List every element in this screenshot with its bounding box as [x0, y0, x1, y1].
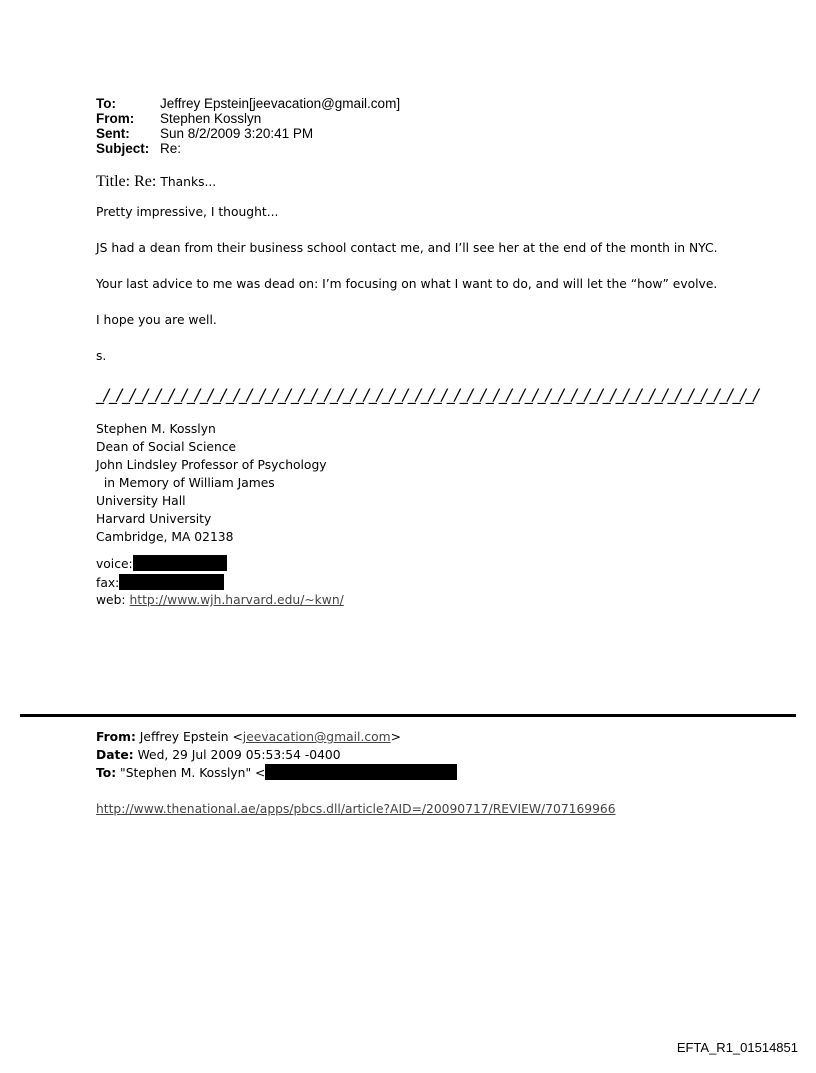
- signature-line: Dean of Social Science: [96, 440, 237, 454]
- email-body: [96, 173, 786, 610]
- from-label: From:: [96, 111, 135, 126]
- voice-row: [96, 555, 786, 574]
- signature-line: Cambridge, MA 02138: [96, 530, 234, 544]
- title-prefix: Title: Re:: [96, 173, 157, 190]
- quoted-url-row: [96, 800, 616, 818]
- signature-line: University Hall: [96, 494, 186, 508]
- email-header: [96, 96, 400, 156]
- fax-row: [96, 574, 786, 593]
- quoted-to-label: To:: [96, 766, 117, 780]
- quoted-to-row: [96, 764, 616, 782]
- quoted-from-label: From:: [96, 730, 136, 744]
- to-label: To:: [96, 96, 116, 111]
- quoted-to-value: "Stephen M. Kosslyn" <: [120, 766, 266, 780]
- redaction-box: [119, 574, 224, 590]
- quoted-from-close: >: [390, 730, 401, 744]
- header-sent-row: [96, 126, 400, 141]
- signature-line: in Memory of William James: [96, 476, 275, 490]
- quoted-from-email-link[interactable]: jeevacation@gmail.com: [242, 730, 391, 744]
- quoted-date-label: Date:: [96, 748, 134, 762]
- body-paragraph: s.: [96, 349, 107, 363]
- article-link[interactable]: http://www.thenational.ae/apps/pbcs.dll/article?AID=/20090717/REVIEW/707169966: [96, 802, 616, 816]
- signature-block: [96, 420, 786, 546]
- subject-value: Re:: [160, 141, 182, 156]
- redaction-box: [133, 555, 227, 571]
- web-row: [96, 592, 786, 610]
- signature-line: John Lindsley Professor of Psychology: [96, 458, 327, 472]
- from-value: Stephen Kosslyn: [160, 111, 262, 126]
- body-paragraph: Your last advice to me was dead on: I’m focusing on what I want to do, and will let the “how” evolve.: [96, 277, 718, 291]
- horizontal-divider: [20, 714, 796, 717]
- web-label: web:: [96, 593, 126, 607]
- web-link[interactable]: http://www.wjh.harvard.edu/~kwn/: [129, 593, 344, 607]
- signature-line: Stephen M. Kosslyn: [96, 422, 216, 436]
- quoted-message: [96, 728, 616, 818]
- redaction-box: [265, 764, 457, 780]
- quoted-from-row: [96, 728, 616, 746]
- quoted-date-value: Wed, 29 Jul 2009 05:53:54 -0400: [137, 748, 341, 762]
- document-id: EFTA_R1_01514851: [676, 1040, 798, 1055]
- contact-block: [96, 555, 786, 610]
- fax-label: fax:: [96, 575, 120, 590]
- header-to-row: [96, 96, 400, 111]
- header-subject-row: [96, 141, 400, 156]
- quoted-from-name: Jeffrey Epstein <: [139, 730, 243, 744]
- body-paragraph: Pretty impressive, I thought...: [96, 205, 279, 219]
- signature-separator: _/_/_/_/_/_/_/_/_/_/_/_/_/_/_/_/_/_/_/_/_/_/_/_/_/_/_/_/_/_/_/_/_/_/_/_/_/_/_/_/_/_/_/_/_/_/_/_/_/_/_/: [96, 385, 759, 404]
- subject-label: Subject:: [96, 141, 150, 156]
- header-from-row: [96, 111, 400, 126]
- body-paragraph: I hope you are well.: [96, 313, 217, 327]
- body-title: [96, 173, 786, 191]
- voice-label: voice:: [96, 557, 133, 571]
- signature-line: Harvard University: [96, 512, 212, 526]
- sent-value: Sun 8/2/2009 3:20:41 PM: [160, 126, 314, 141]
- quoted-date-row: [96, 746, 616, 764]
- to-value: Jeffrey Epstein[jeevacation@gmail.com]: [160, 96, 401, 111]
- body-paragraph: JS had a dean from their business school contact me, and I’ll see her at the end of the month in NYC.: [96, 241, 718, 255]
- sent-label: Sent:: [96, 126, 130, 141]
- title-suffix: Thanks...: [160, 175, 217, 189]
